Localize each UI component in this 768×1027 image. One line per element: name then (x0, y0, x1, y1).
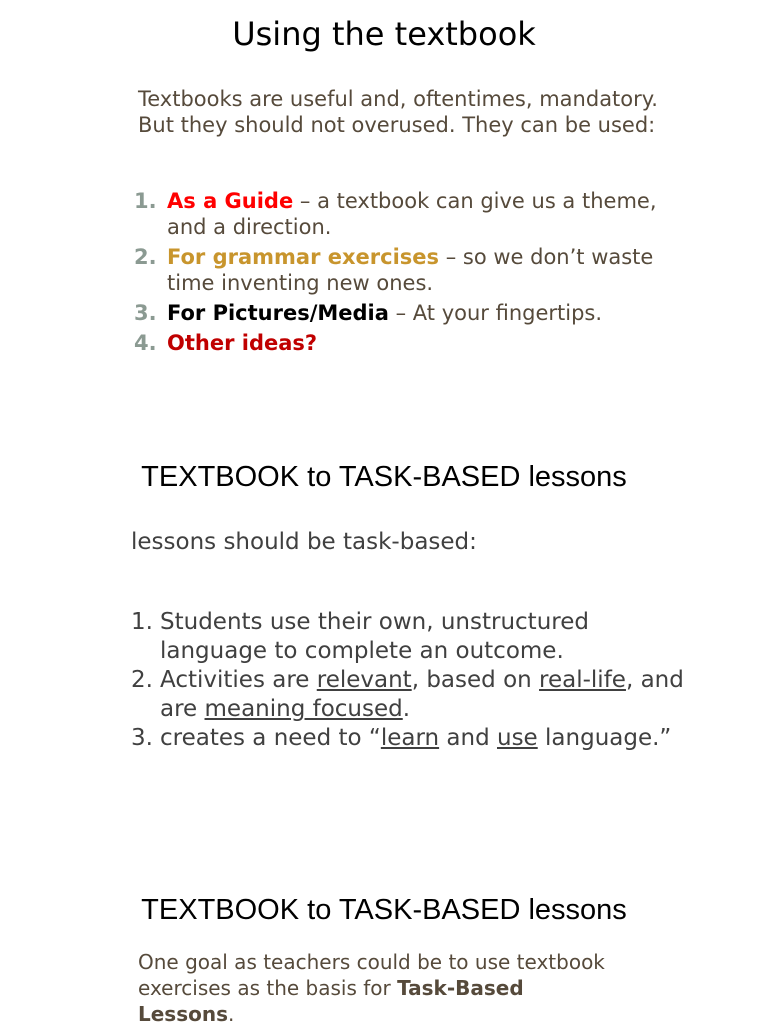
slide-1-title: Using the textbook (232, 15, 536, 53)
item-text-part: and (439, 725, 497, 751)
item-text: Students use their own, unstructured language to complete an outcome. (160, 609, 589, 664)
slide-1-intro: Textbooks are useful and, oftentimes, mandatory. But they should not overused. They can be used: (138, 87, 658, 137)
slide-3-paragraph (138, 949, 608, 1027)
list-number: 1. (134, 189, 157, 213)
list-item (134, 188, 694, 240)
paragraph-end: . (228, 1002, 235, 1026)
paragraph-text: One goal as teachers could be to use textbook exercises as the basis for (138, 950, 605, 1000)
keyword-pictures-media: For Pictures/Media (167, 301, 389, 325)
item-text-part: , based on (411, 667, 540, 693)
list-number: 2. (131, 667, 153, 693)
list-number: 3. (134, 301, 157, 325)
textbook-uses-list (134, 188, 694, 360)
list-number: 2. (134, 245, 157, 269)
list-item (134, 300, 694, 326)
underlined-learn: learn (380, 725, 440, 751)
item-description: – so we don’t waste time inventing new ones. (167, 245, 654, 295)
item-text-part: language.” (537, 725, 672, 751)
list-item (131, 608, 691, 666)
list-item (131, 666, 691, 724)
list-item (131, 724, 691, 753)
item-text-part: Activities are (160, 667, 317, 693)
keyword-grammar-exercises: For grammar exercises (167, 245, 440, 269)
underlined-real-life: real-life (539, 667, 626, 693)
slide-3-title: TEXTBOOK to TASK-BASED lessons (141, 894, 627, 926)
list-item (134, 330, 694, 356)
item-text-part: creates a need to “ (160, 725, 381, 751)
item-text-part: , and are (160, 667, 684, 722)
underlined-meaning-focused: meaning focused (204, 696, 403, 722)
list-item (134, 244, 694, 296)
item-description: – a textbook can give us a theme, and a direction. (167, 189, 657, 239)
list-number: 1. (131, 609, 153, 635)
item-text-part: . (402, 696, 411, 722)
underlined-relevant: relevant (316, 667, 412, 693)
item-description: – At your fingertips. (388, 301, 603, 325)
task-based-criteria-list (131, 608, 691, 753)
slide-2-title: TEXTBOOK to TASK-BASED lessons (141, 461, 627, 493)
slide-2-lead: lessons should be task-based: (131, 529, 477, 555)
list-number: 4. (134, 331, 157, 355)
keyword-as-a-guide: As a Guide (167, 189, 294, 213)
bold-task-based-lessons: Task-Based Lessons (138, 976, 524, 1026)
keyword-other-ideas: Other ideas? (167, 331, 318, 355)
underlined-use: use (497, 725, 538, 751)
list-number: 3. (131, 725, 153, 751)
